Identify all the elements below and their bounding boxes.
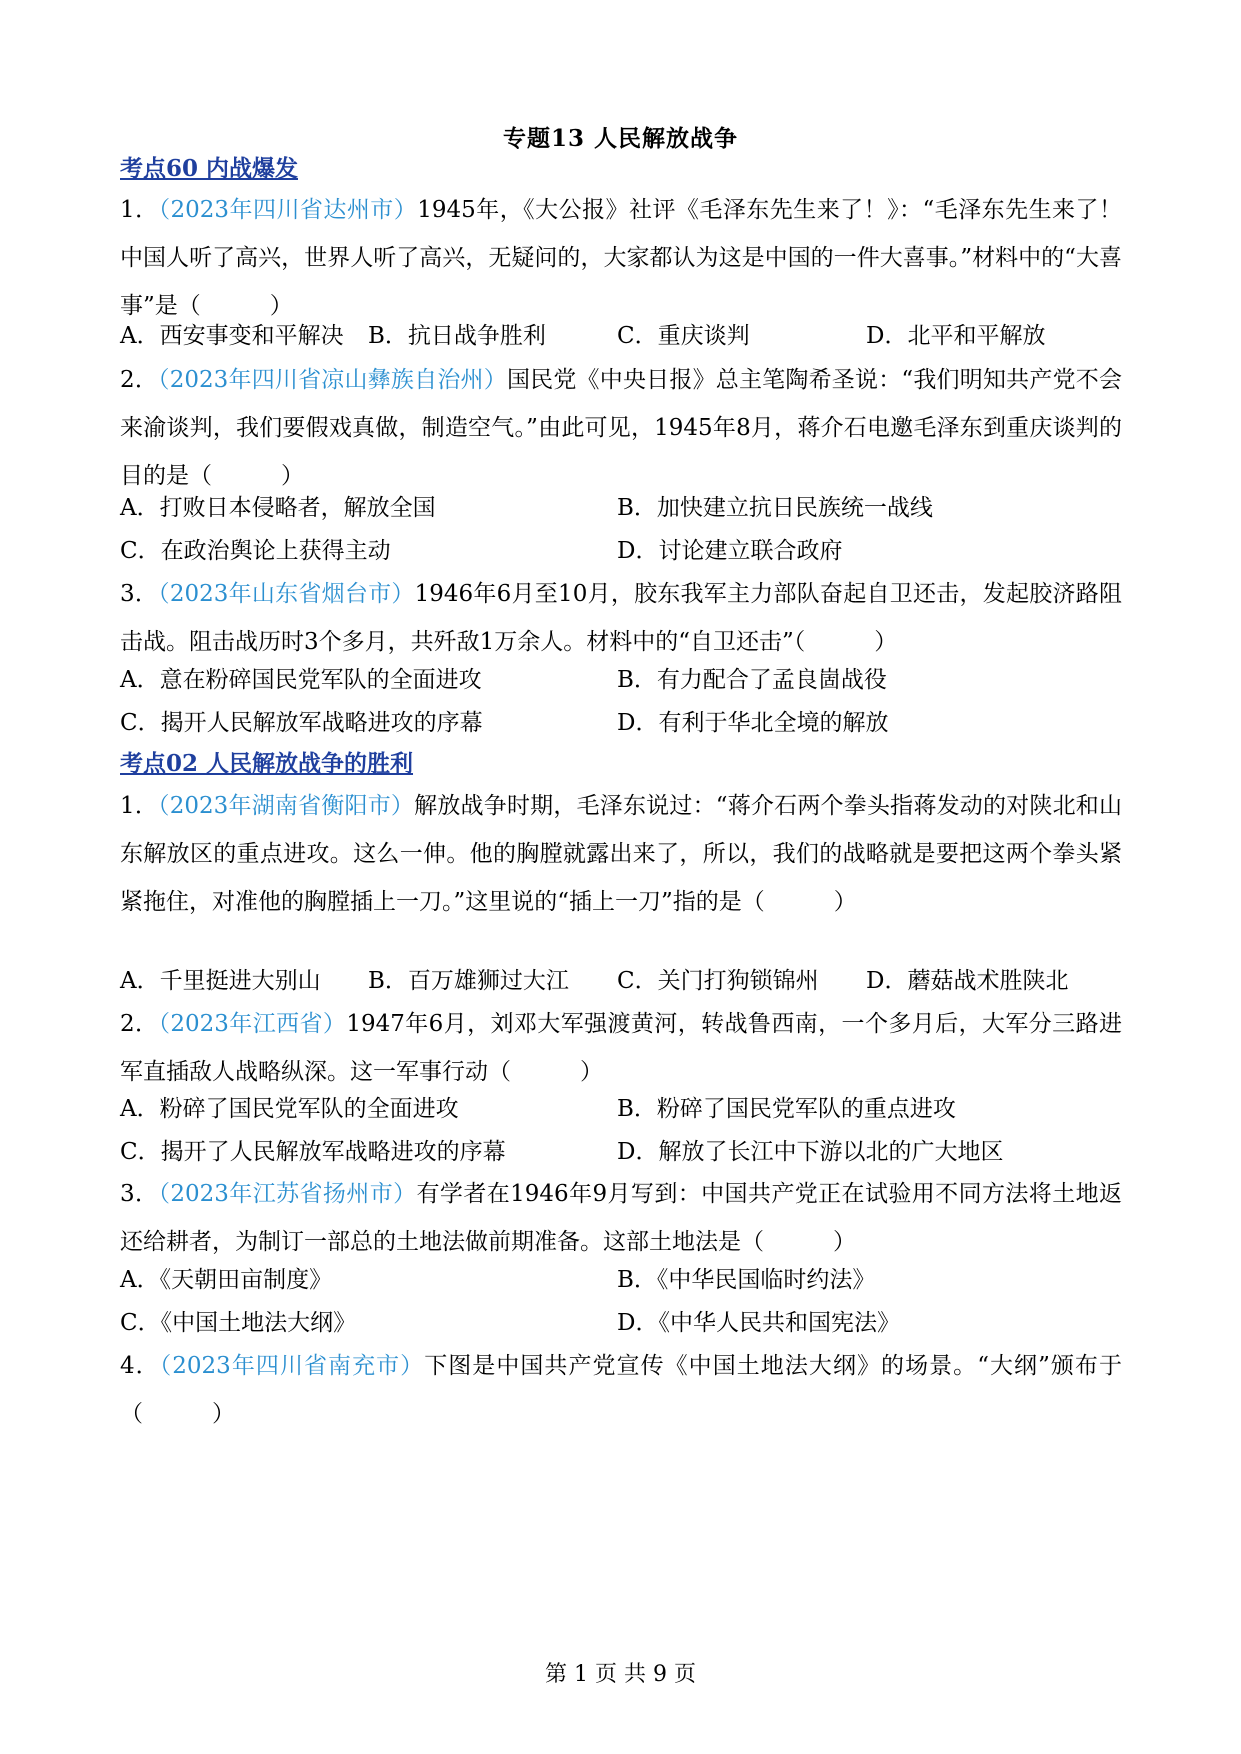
question-text: 1947年6月，刘邓大军强渡黄河，转战鲁西南，一个多月后，大军分三路进军直插敌人战略纵深。这一军事行动（ ） <box>120 1011 1122 1085</box>
option: B．加快建立抗日民族统一战线 <box>617 495 933 521</box>
option: C．重庆谈判 <box>617 323 750 349</box>
question-number: 2． <box>120 367 159 393</box>
option: A．打败日本侵略者，解放全国 <box>120 495 436 521</box>
option: A．西安事变和平解决 <box>120 323 344 349</box>
option: A．意在粉碎国民党军队的全面进攻 <box>120 667 482 693</box>
section-heading[interactable]: 考点02 人民解放战争的胜利 <box>120 750 414 777</box>
question-source[interactable]: （2023年四川省达州市） <box>158 197 418 223</box>
option: D．讨论建立联合政府 <box>617 538 843 564</box>
option: B．抗日战争胜利 <box>368 323 546 349</box>
question <box>120 1342 1122 1438</box>
option: A．千里挺进大别山 <box>120 968 321 994</box>
question-number: 4． <box>120 1353 160 1379</box>
option: D．解放了长江中下游以北的广大地区 <box>617 1139 1004 1165</box>
question-number: 2． <box>120 1011 159 1037</box>
option: D．有利于华北全境的解放 <box>617 710 889 736</box>
question-number: 1． <box>120 197 159 223</box>
question-number: 3． <box>120 581 159 607</box>
option: D．北平和平解放 <box>866 323 1046 349</box>
question-text: 1946年6月至10月，胶东我军主力部队奋起自卫还击，发起胶济路阻击战。阻击战历时3个多月，共歼敌1万余人。材料中的“自卫还击”（ ） <box>120 581 1123 655</box>
page-footer: 第 1 页 共 9 页 <box>545 1662 696 1687</box>
option: C．揭开人民解放军战略进攻的序幕 <box>120 710 483 736</box>
question-source[interactable]: （2023年四川省南充市） <box>159 1353 425 1379</box>
question-text: 有学者在1946年9月写到：中国共产党正在试验用不同方法将土地返还给耕者，为制订一部总的土地法做前期准备。这部土地法是（ ） <box>120 1181 1122 1255</box>
page-title: 专题13 人民解放战争 <box>502 125 738 152</box>
question-text: 1945年，《大公报》社评《毛泽东先生来了！》：“毛泽东先生来了！中国人听了高兴，世界人听了高兴，无疑问的，大家都认为这是中国的一件大喜事。”材料中的“大喜事”是（ ） <box>120 197 1122 319</box>
question <box>120 1170 1122 1266</box>
section-heading[interactable]: 考点60 内战爆发 <box>120 155 299 182</box>
option: A．粉碎了国民党军队的全面进攻 <box>120 1096 459 1122</box>
option: B．《中华民国临时约法》 <box>617 1267 876 1293</box>
question-source[interactable]: （2023年江苏省扬州市） <box>158 1181 417 1207</box>
question-source[interactable]: （2023年四川省凉山彝族自治州） <box>158 367 507 393</box>
option: B．粉碎了国民党军队的重点进攻 <box>617 1096 956 1122</box>
question <box>120 570 1122 666</box>
option: C．《中国土地法大纲》 <box>120 1310 357 1336</box>
option: C．揭开了人民解放军战略进攻的序幕 <box>120 1139 506 1165</box>
question-text: 国民党《中央日报》总主笔陶希圣说：“我们明知共产党不会来渝谈判，我们要假戏真做，制造空气。”由此可见，1945年8月，蒋介石电邀毛泽东到重庆谈判的目的是（ ） <box>120 367 1122 489</box>
question <box>120 356 1122 500</box>
question <box>120 1000 1122 1096</box>
question <box>120 186 1122 330</box>
question <box>120 782 1122 926</box>
option: C．关门打狗锁锦州 <box>617 968 819 994</box>
question-text: 解放战争时期，毛泽东说过：“蒋介石两个拳头指蒋发动的对陕北和山东解放区的重点进攻。这么一伸。他的胸膛就露出来了，所以，我们的战略就是要把这两个拳头紧紧拖住，对准他的胸膛插上一刀。”这里说的“插上一刀”指的是（ ） <box>120 793 1122 915</box>
option: D．《中华人民共和国宪法》 <box>617 1310 900 1336</box>
question-number: 3． <box>120 1181 159 1207</box>
option: B．百万雄狮过大江 <box>368 968 569 994</box>
option: B．有力配合了孟良崮战役 <box>617 667 887 693</box>
option: C．在政治舆论上获得主动 <box>120 538 391 564</box>
option: D．蘑菇战术胜陕北 <box>866 968 1069 994</box>
question-number: 1． <box>120 793 159 819</box>
question-text: 下图是中国共产党宣传《中国土地法大纲》的场景。“大纲”颁布于（ ） <box>120 1353 1122 1427</box>
question-source[interactable]: （2023年江西省） <box>158 1011 347 1037</box>
question-source[interactable]: （2023年山东省烟台市） <box>158 581 415 607</box>
question-source[interactable]: （2023年湖南省衡阳市） <box>158 793 415 819</box>
option: A．《天朝田亩制度》 <box>120 1267 333 1293</box>
